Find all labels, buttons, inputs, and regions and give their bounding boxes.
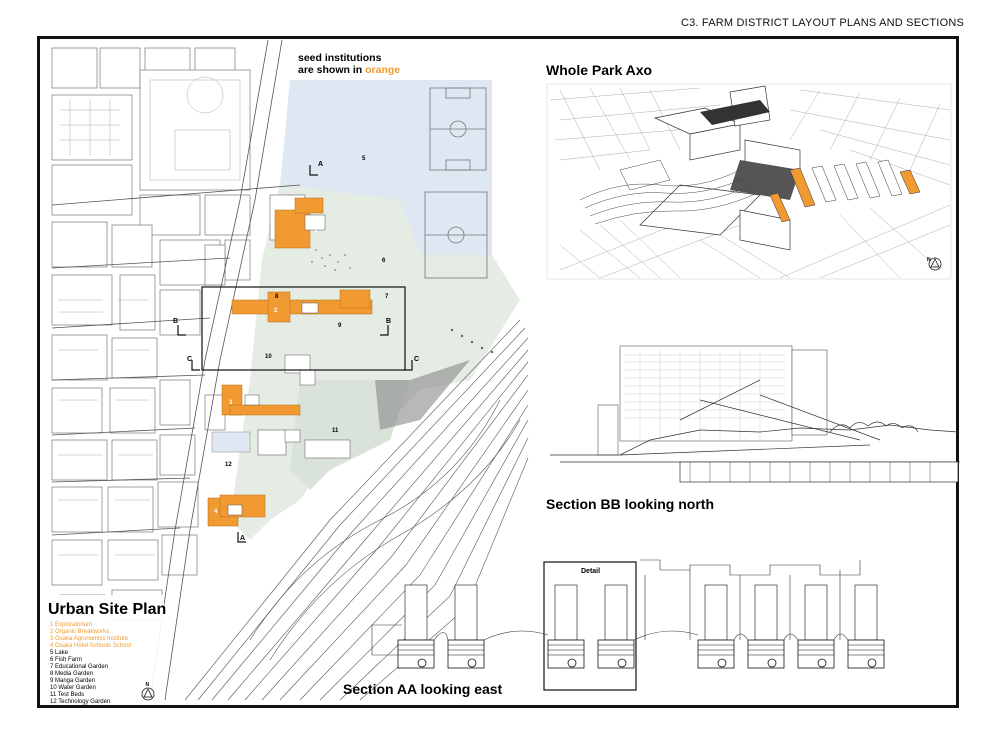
legend-item: 12 Technology Garden bbox=[50, 699, 111, 705]
map-label-1: 1 bbox=[314, 228, 318, 234]
map-label-6: 6 bbox=[382, 258, 386, 264]
site-plan-title: Urban Site Plan bbox=[48, 601, 167, 618]
section-marker-b-west: B bbox=[173, 318, 179, 325]
section-marker-c-east: C bbox=[414, 356, 420, 363]
map-label-4: 4 bbox=[214, 509, 218, 515]
map-label-12: 12 bbox=[225, 462, 232, 468]
legend-item: 1 Exploratorium bbox=[50, 622, 93, 628]
legend-item: 10 Water Garden bbox=[50, 685, 96, 691]
legend-item: 4 Osaka Hotel Schools School bbox=[50, 643, 132, 649]
section-marker-a-south: A bbox=[240, 535, 246, 542]
legend-item: 2 Organic Breakworks bbox=[50, 629, 110, 635]
map-label-9: 9 bbox=[338, 323, 342, 329]
detail-callout-label: Detail bbox=[581, 568, 601, 575]
seed-note-line1: seed institutions bbox=[298, 52, 382, 64]
sheet-title: C3. FARM DISTRICT LAYOUT PLANS AND SECTIONS bbox=[680, 17, 964, 29]
legend-item: 9 Manga Garden bbox=[50, 678, 96, 684]
water-garden bbox=[212, 432, 250, 452]
section-aa bbox=[343, 560, 884, 697]
map-label-2: 2 bbox=[274, 308, 278, 314]
section-marker-b-east: B bbox=[386, 318, 392, 325]
seed-note-prefix: are shown in bbox=[298, 64, 363, 76]
section-aa-towers bbox=[405, 585, 877, 640]
north-label: N bbox=[145, 682, 150, 688]
section-bb-podium bbox=[680, 462, 958, 482]
seed-note-line2 bbox=[298, 64, 400, 76]
section-marker-c-west: C bbox=[187, 356, 193, 363]
legend-item: 11 Test Beds bbox=[50, 692, 85, 698]
whole-park-axo bbox=[546, 62, 951, 279]
legend-item: 5 Lake bbox=[50, 650, 69, 656]
section-bb-title: Section BB looking north bbox=[546, 496, 714, 512]
map-label-7: 7 bbox=[385, 294, 389, 300]
section-marker-a-north: A bbox=[318, 161, 324, 168]
section-bb bbox=[546, 346, 960, 512]
map-label-10: 10 bbox=[265, 354, 272, 360]
map-label-5: 5 bbox=[362, 156, 366, 162]
axo-title: Whole Park Axo bbox=[546, 62, 653, 78]
legend-item: 8 Media Garden bbox=[50, 671, 94, 677]
legend-item: 3 Osaka Agronomics Institute bbox=[50, 636, 129, 642]
legend-item: 7 Educational Garden bbox=[50, 664, 109, 670]
seed-note-highlight: orange bbox=[365, 64, 401, 76]
axo-north-label: N bbox=[927, 257, 931, 263]
section-aa-title: Section AA looking east bbox=[343, 681, 503, 697]
map-label-8: 8 bbox=[275, 294, 279, 300]
legend-item: 6 Fish Farm bbox=[50, 657, 83, 663]
map-label-11: 11 bbox=[332, 428, 339, 434]
map-label-3: 3 bbox=[229, 400, 233, 406]
